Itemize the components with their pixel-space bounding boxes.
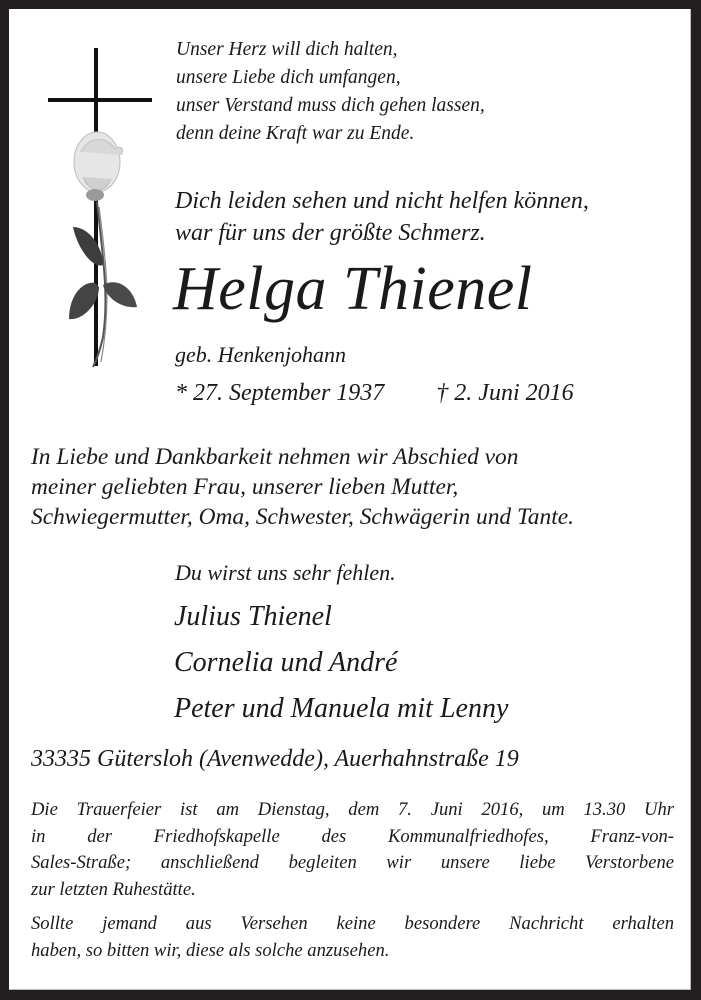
death-date: † 2. Juni 2016 bbox=[436, 380, 574, 406]
deceased-name: Helga Thienel bbox=[173, 255, 533, 323]
quote bbox=[175, 185, 589, 249]
poem bbox=[176, 36, 485, 148]
service-info bbox=[31, 797, 674, 964]
farewell-text bbox=[31, 442, 574, 532]
obituary-card bbox=[9, 9, 691, 990]
mourner: Peter und Manuela mit Lenny bbox=[174, 693, 509, 724]
service-line: Sales-Straße; anschließend begleiten wir unsere liebe Verstorbene bbox=[31, 852, 674, 873]
mourners-list bbox=[174, 594, 508, 732]
poem-line: unsere Liebe dich umfangen, bbox=[176, 67, 401, 88]
birth-date: * 27. September 1937 bbox=[175, 380, 385, 406]
mourner: Julius Thienel bbox=[174, 601, 332, 632]
farewell-line: In Liebe und Dankbarkeit nehmen wir Abschied von bbox=[31, 444, 519, 470]
address: 33335 Gütersloh (Avenwedde), Auerhahnstraße 19 bbox=[31, 746, 519, 772]
poem-line: unser Verstand muss dich gehen lassen, bbox=[176, 95, 485, 116]
mourner: Cornelia und André bbox=[174, 647, 398, 678]
quote-line: Dich leiden sehen und nicht helfen können, bbox=[175, 188, 589, 214]
birth-name: geb. Henkenjohann bbox=[175, 342, 347, 367]
notice-paragraph bbox=[31, 911, 674, 964]
quote-line: war für uns der größte Schmerz. bbox=[175, 220, 486, 246]
notice-line: haben, so bitten wir, diese als solche anzusehen. bbox=[31, 939, 390, 961]
farewell-line: meiner geliebten Frau, unserer lieben Mutter, bbox=[31, 474, 459, 500]
service-line: in der Friedhofskapelle des Kommunalfriedhofes, Franz-von- bbox=[31, 825, 674, 847]
farewell-line: Schwiegermutter, Oma, Schwester, Schwägerin und Tante. bbox=[31, 504, 574, 530]
cross-with-rose-icon bbox=[37, 37, 157, 377]
miss-line: Du wirst uns sehr fehlen. bbox=[175, 560, 396, 585]
service-line: zur letzten Ruhestätte. bbox=[31, 878, 196, 900]
poem-line: Unser Herz will dich halten, bbox=[176, 39, 398, 60]
poem-line: denn deine Kraft war zu Ende. bbox=[176, 123, 415, 144]
life-dates bbox=[175, 378, 574, 408]
service-paragraph bbox=[31, 797, 674, 903]
service-line: Die Trauerfeier ist am Dienstag, dem 7. Juni 2016, um 13.30 Uhr bbox=[31, 799, 674, 820]
notice-line: Sollte jemand aus Versehen keine besondere Nachricht erhalten bbox=[31, 913, 674, 934]
